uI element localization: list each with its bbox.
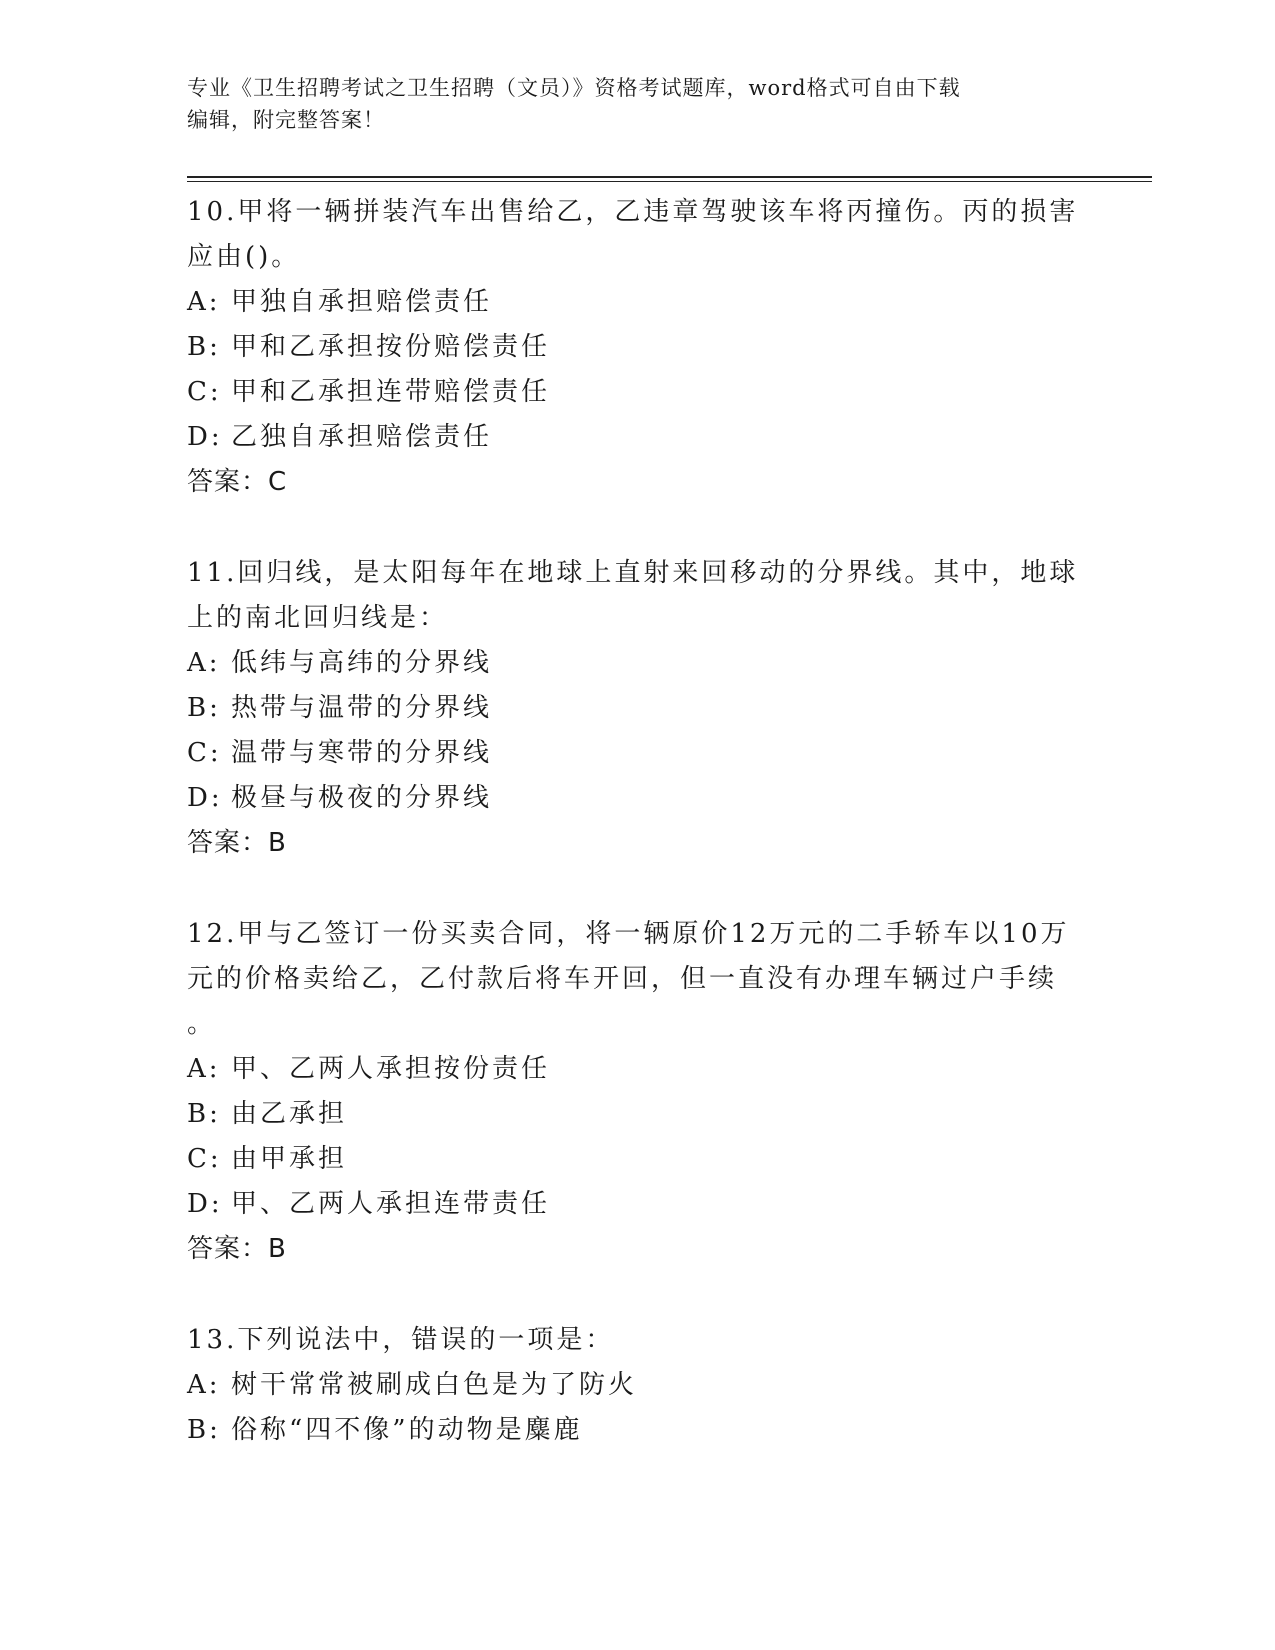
header-line-1: 专业《卫生招聘考试之卫生招聘（文员）》资格考试题库，word格式可自由下载 [187,76,961,100]
option-text: 甲、乙两人承担按份责任 [231,1054,551,1084]
option-c [187,1137,1087,1182]
option-text: 甲和乙承担按份赔偿责任 [231,332,551,362]
option-text: 甲和乙承担连带赔偿责任 [231,377,551,407]
option-text: 甲、乙两人承担连带责任 [231,1189,551,1219]
option-key: A: [187,287,221,317]
option-key: A: [187,648,221,678]
option-c [187,370,1087,415]
answer-line [187,460,1087,505]
answer-value: B [268,828,286,858]
option-b [187,325,1087,370]
option-c [187,731,1087,776]
option-b [187,1408,1087,1453]
question-stem: 10.甲将一辆拼装汽车出售给乙，乙违章驾驶该车将丙撞伤。丙的损害 应由()。 [187,197,1079,272]
question-list [187,190,1087,1499]
answer-label: 答案： [187,828,269,858]
question-item [187,912,1087,1272]
option-text: 由甲承担 [231,1144,348,1174]
question-stem: 12.甲与乙签订一份买卖合同，将一辆原价12万元的二手轿车以10万 元的价格卖给乙，乙付款后将车开回，但一直没有办理车辆过户手续 。 [187,919,1070,1039]
answer-value: C [268,467,287,497]
option-d [187,1182,1087,1227]
option-text: 树干常常被刷成白色是为了防火 [231,1370,638,1400]
option-text: 甲独自承担赔偿责任 [231,287,493,317]
option-text: 乙独自承担赔偿责任 [231,422,493,452]
header-line-2: 编辑，附完整答案！ [187,108,385,132]
question-item [187,1318,1087,1453]
answer-value: B [268,1234,286,1264]
option-a [187,1363,1087,1408]
option-key: A: [187,1054,221,1084]
answer-line [187,821,1087,866]
option-text: 低纬与高纬的分界线 [231,648,493,678]
question-item [187,190,1087,505]
document-header [187,72,1067,136]
option-a [187,641,1087,686]
option-key: D: [187,783,223,813]
option-b [187,686,1087,731]
option-key: A: [187,1370,221,1400]
question-item [187,551,1087,866]
option-text: 由乙承担 [231,1099,348,1129]
option-d [187,776,1087,821]
option-d [187,415,1087,460]
option-key: D: [187,1189,223,1219]
answer-label: 答案： [187,1234,269,1264]
header-divider-thick [187,176,1152,178]
option-a [187,280,1087,325]
option-key: B: [187,332,221,362]
option-text: 极昼与极夜的分界线 [231,783,493,813]
option-text: 俗称“四不像”的动物是麋鹿 [231,1415,583,1445]
option-key: D: [187,422,223,452]
answer-line [187,1227,1087,1272]
option-key: C: [187,377,222,407]
option-a [187,1047,1087,1092]
question-stem: 11.回归线，是太阳每年在地球上直射来回移动的分界线。其中，地球 上的南北回归线是： [187,558,1079,633]
option-text: 温带与寒带的分界线 [231,738,493,768]
header-divider-thin [187,181,1152,182]
option-b [187,1092,1087,1137]
option-key: B: [187,693,221,723]
option-key: B: [187,1415,221,1445]
option-key: C: [187,738,222,768]
option-key: C: [187,1144,222,1174]
answer-label: 答案： [187,467,269,497]
option-key: B: [187,1099,221,1129]
option-text: 热带与温带的分界线 [231,693,493,723]
question-stem: 13.下列说法中，错误的一项是： [187,1325,615,1355]
